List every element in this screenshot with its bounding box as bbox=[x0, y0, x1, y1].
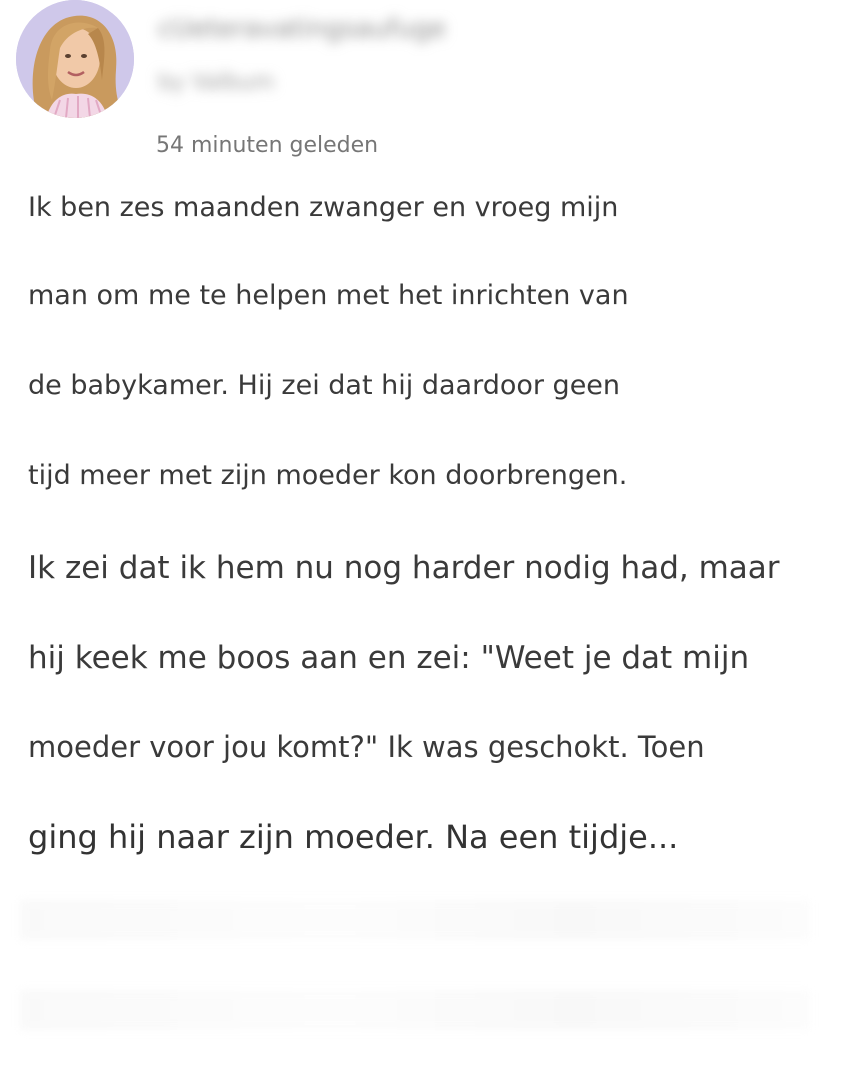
post-text-line: Ik zei dat ik hem nu nog harder nodig had, maar bbox=[28, 550, 780, 586]
post-text-line: tijd meer met zijn moeder kon doorbrengen. bbox=[28, 460, 628, 491]
post-text-line: Ik ben zes maanden zwanger en vroeg mijn bbox=[28, 192, 619, 223]
faded-text-placeholder bbox=[20, 990, 810, 1030]
post-text-line: man om me te helpen met het inrichten van bbox=[28, 280, 629, 311]
author-block[interactable] bbox=[158, 14, 498, 109]
post-text-line: de babykamer. Hij zei dat hij daardoor geen bbox=[28, 370, 621, 401]
post-text-line: hij keek me boos aan en zei: "Weet je dat mijn bbox=[28, 640, 750, 676]
faded-text-placeholder bbox=[20, 900, 810, 940]
avatar[interactable] bbox=[16, 0, 134, 118]
post-text-line: moeder voor jou komt?" Ik was geschokt. Toen bbox=[28, 730, 705, 764]
author-subtitle: by Valbum bbox=[158, 70, 275, 95]
post-timestamp: 54 minuten geleden bbox=[156, 133, 379, 158]
post-text-line: ging hij naar zijn moeder. Na een tijdje... bbox=[28, 818, 679, 856]
author-name[interactable]: cUeteravatingsaufuge bbox=[158, 14, 446, 44]
avatar-image bbox=[16, 0, 134, 118]
